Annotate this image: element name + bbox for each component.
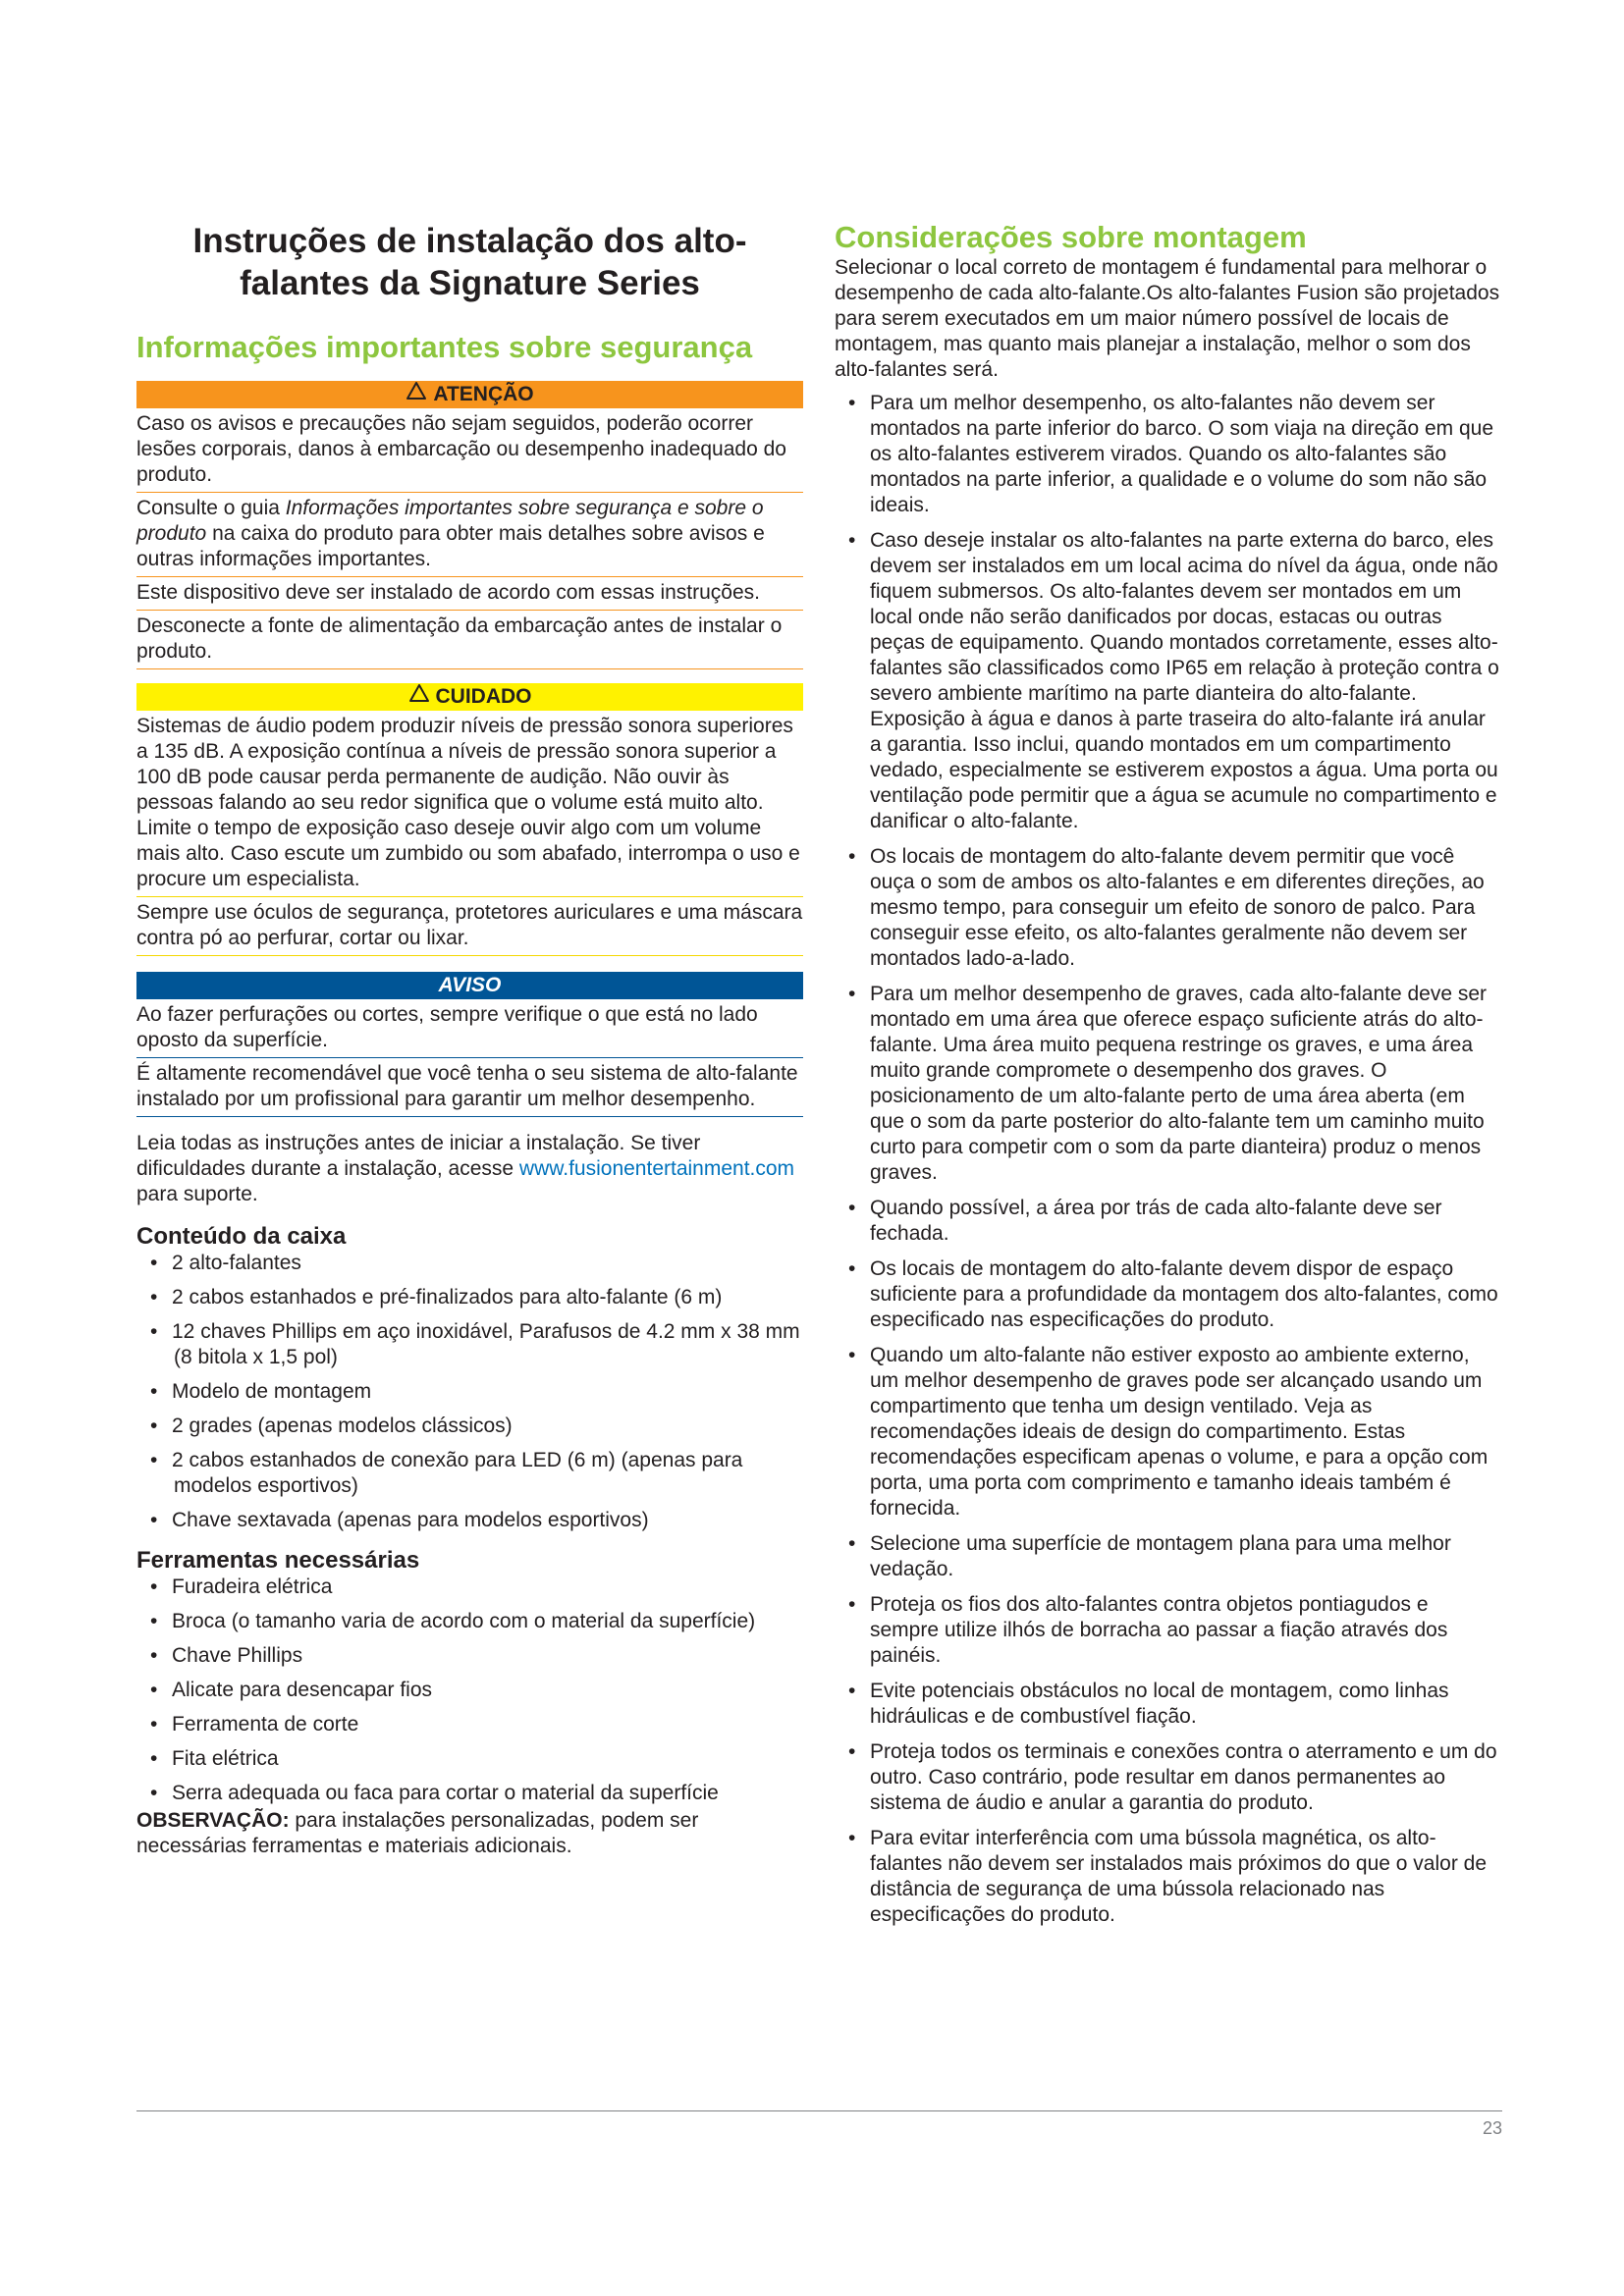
notice-label: AVISO (438, 974, 502, 996)
warning-paragraph-3: Desconecte a fonte de alimentação da embarcação antes de instalar o produto. (136, 611, 803, 669)
right-column (835, 210, 1502, 1938)
read-all-suffix: para suporte. (136, 1183, 258, 1205)
bullet-icon: • (848, 1344, 856, 1366)
bullet-icon: • (150, 1713, 158, 1735)
list-item: • Para evitar interferência com uma bússola magnética, os alto-falantes não devem ser instalados mais próximos do que o valor de distância de segurança de uma bússola relacionado nas especificações do produto. (848, 1827, 1488, 1926)
bullet-icon: • (848, 1680, 856, 1702)
list-item: • Os locais de montagem do alto-falante devem dispor de espaço suficiente para a profundidade da montagem dos alto-falantes, como especificado nas especificações do produto. (848, 1257, 1498, 1331)
list-item: • Para um melhor desempenho de graves, cada alto-falante deve ser montado em uma área que oferece espaço suficiente atrás do alto-falante. Uma área muito pequena restringe os graves, e uma área muito grande compromete o desempenho dos graves. O posicionamento de um alto-falante perto de uma área aberta (em que o som da parte posterior do alto-falante tem um caminho muito curto para competir com o som da parte dianteira) produz o menos graves. (848, 983, 1488, 1184)
mounting-list (835, 391, 1502, 1928)
tools-list (136, 1575, 803, 1806)
list-item: • Selecione uma superfície de montagem plana para uma melhor vedação. (848, 1532, 1451, 1580)
caution-paragraph-2: Sempre use óculos de segurança, protetores auriculares e uma máscara contra pó ao perfurar, cortar ou lixar. (136, 897, 803, 956)
list-item: • 2 cabos estanhados de conexão para LED (6 m) (apenas para modelos esportivos) (150, 1449, 743, 1497)
bullet-icon: • (150, 1320, 158, 1343)
caution-label: CUIDADO (435, 685, 532, 708)
read-all-paragraph (136, 1131, 803, 1207)
bullet-icon: • (150, 1644, 158, 1667)
caution-paragraph-1: Sistemas de áudio podem produzir níveis de pressão sonora superiores a 135 dB. A exposição contínua a níveis de pressão sonora superior a 100 dB pode causar perda permanente de audição. Não ouvir às pessoas falando ao seu redor significa que o volume está muito alto. Limite o tempo de exposição caso deseje ouvir algo com um volume mais alto. Caso escute um zumbido ou som abafado, interrompa o uso e procure um especialista. (136, 711, 803, 897)
list-item: • Chave Phillips (150, 1644, 303, 1667)
bullet-icon: • (150, 1575, 158, 1598)
bullet-icon: • (848, 529, 856, 552)
bullet-icon: • (150, 1509, 158, 1531)
list-item: • Modelo de montagem (150, 1380, 372, 1403)
list-item: • Ferramenta de corte (150, 1713, 359, 1735)
bullet-icon: • (848, 1740, 856, 1763)
caution-triangle-icon (408, 683, 430, 711)
warning-guide-title: Informações importantes sobre segurança e sobre o produto (136, 497, 764, 545)
bullet-icon: • (848, 392, 856, 414)
tools-heading: Ferramentas necessárias (136, 1547, 420, 1574)
bullet-icon: • (150, 1252, 158, 1274)
notice-paragraph-2: É altamente recomendável que você tenha o seu sistema de alto-falante instalado por um profissional para garantir um melhor desempenho. (136, 1058, 803, 1117)
bullet-icon: • (848, 845, 856, 868)
bullet-icon: • (150, 1415, 158, 1437)
list-item: • Broca (o tamanho varia de acordo com o material da superfície) (150, 1610, 756, 1632)
list-item: • Quando possível, a área por trás de cada alto-falante deve ser fechada. (848, 1197, 1442, 1245)
bullet-icon: • (848, 1197, 856, 1219)
notice-paragraph-1: Ao fazer perfurações ou cortes, sempre verifique o que está no lado oposto da superfície. (136, 999, 803, 1058)
notice-banner (136, 972, 803, 999)
list-item: • Quando um alto-falante não estiver exposto ao ambiente externo, um melhor desempenho de graves pode ser alcançado usando um compartimento que tenha um design ventilado. Veja as recomendações ideais de design do compartimento. Estas recomendações especificam apenas o volume, e para a opção com porta, uma porta com comprimento e tamanho ideais também é fornecida. (848, 1344, 1489, 1520)
bullet-icon: • (150, 1747, 158, 1770)
bullet-icon: • (848, 1532, 856, 1555)
list-item: • Furadeira elétrica (150, 1575, 333, 1598)
tools-note (136, 1808, 803, 1859)
note-label: OBSERVAÇÃO: (136, 1809, 290, 1832)
support-link[interactable]: www.fusionentertainment.com (518, 1157, 795, 1180)
warning-banner (136, 381, 803, 408)
list-item: • Caso deseje instalar os alto-falantes na parte externa do barco, eles devem ser instalados em um local acima do nível da água, onde não fiquem submersos. Os alto-falantes devem ser montados em um local onde não serão danificados por docas, estacas ou outras peças de equipamento. Quando montados corretamente, esses alto-falantes são classificados como IP65 em relação à proteção contra o severo ambiente marítimo na parte dianteira do alto-falante. Exposição à água e danos à parte traseira do alto-falante irá anular a garantia. Isso inclui, quando montados em um compartimento vedado, especialmente se estiverem expostos a água. Uma porta ou ventilação pode permitir que a água se acumule no compartimento e danificar o alto-falante. (848, 529, 1499, 832)
caution-banner (136, 683, 803, 711)
bullet-icon: • (150, 1782, 158, 1804)
list-item: • Chave sextavada (apenas para modelos esportivos) (150, 1509, 649, 1531)
warning-paragraph-1: Caso os avisos e precauções não sejam seguidos, poderão ocorrer lesões corporais, danos à embarcação ou desempenho inadequado do produto. (136, 408, 803, 493)
bullet-icon: • (150, 1286, 158, 1308)
left-column (136, 210, 803, 1859)
bullet-icon: • (848, 1257, 856, 1280)
bullet-icon: • (848, 1827, 856, 1849)
list-item: • 2 alto-falantes (150, 1252, 301, 1274)
list-item: • 2 grades (apenas modelos clássicos) (150, 1415, 513, 1437)
document-title (136, 220, 803, 304)
warning-label: ATENÇÃO (433, 383, 534, 405)
bullet-icon: • (848, 1593, 856, 1616)
mounting-intro: Selecionar o local correto de montagem é fundamental para melhorar o desempenho de cada alto-falante.Os alto-falantes Fusion são projetados para serem executados em um maior número possível de locais de montagem, mas quanto mais planejar a instalação, melhor o som dos alto-falantes será. (835, 256, 1500, 381)
warning-guide-prefix: Consulte o guia (136, 497, 286, 519)
page-number: 23 (1482, 2118, 1502, 2138)
bullet-icon: • (150, 1449, 158, 1471)
mounting-heading: Considerações sobre montagem (835, 220, 1307, 254)
bullet-icon: • (150, 1610, 158, 1632)
note-text: para instalações personalizadas, podem ser necessárias ferramentas e materiais adicionais. (136, 1809, 699, 1857)
warning-guide-paragraph (136, 493, 803, 577)
bullet-icon: • (848, 983, 856, 1005)
read-all-text: Leia todas as instruções antes de iniciar a instalação. Se tiver dificuldades durante a instalação, acesse (136, 1132, 701, 1180)
warning-paragraph-2: Este dispositivo deve ser instalado de acordo com essas instruções. (136, 577, 803, 611)
box-contents-heading: Conteúdo da caixa (136, 1223, 347, 1250)
list-item: • Serra adequada ou faca para cortar o material da superfície (150, 1782, 719, 1804)
title-line-2: falantes da Signature Series (240, 264, 700, 302)
list-item: • Para um melhor desempenho, os alto-falantes não devem ser montados na parte inferior do barco. O som viaja na direção em que os alto-falantes estiverem virados. Quando os alto-falantes são montados na parte inferior, a qualidade e o volume do som não são ideais. (848, 392, 1494, 516)
safety-heading: Informações importantes sobre segurança (136, 330, 753, 364)
footer-rule (136, 2110, 1502, 2111)
list-item: • 2 cabos estanhados e pré-finalizados para alto-falante (6 m) (150, 1286, 723, 1308)
list-item: • Alicate para desencapar fios (150, 1679, 432, 1701)
list-item: • Fita elétrica (150, 1747, 279, 1770)
list-item: • Proteja todos os terminais e conexões contra o aterramento e um do outro. Caso contrário, pode resultar em danos permanentes ao sistema de áudio e anular a garantia do produto. (848, 1740, 1497, 1814)
list-item: • Proteja os fios dos alto-falantes contra objetos pontiagudos e sempre utilize ilhós de borracha ao passar a fiação através dos painéis. (848, 1593, 1448, 1667)
box-contents-list (136, 1251, 803, 1533)
bullet-icon: • (150, 1679, 158, 1701)
warning-triangle-icon (406, 381, 427, 408)
warning-guide-suffix: na caixa do produto para obter mais detalhes sobre avisos e outras informações importantes. (136, 522, 765, 570)
list-item: • 12 chaves Phillips em aço inoxidável, Parafusos de 4.2 mm x 38 mm (8 bitola x 1,5 pol) (150, 1320, 800, 1368)
bullet-icon: • (150, 1380, 158, 1403)
list-item: • Os locais de montagem do alto-falante devem permitir que você ouça o som de ambos os alto-falantes e em diferentes direções, ao mesmo tempo, para conseguir um efeito de sonoro de palco. Para conseguir esse efeito, os alto-falantes geralmente não devem ser montados lado-a-lado. (848, 845, 1485, 970)
title-line-1: Instruções de instalação dos alto- (192, 222, 747, 260)
list-item: • Evite potenciais obstáculos no local de montagem, como linhas hidráulicas e de combustível fiação. (848, 1680, 1449, 1728)
